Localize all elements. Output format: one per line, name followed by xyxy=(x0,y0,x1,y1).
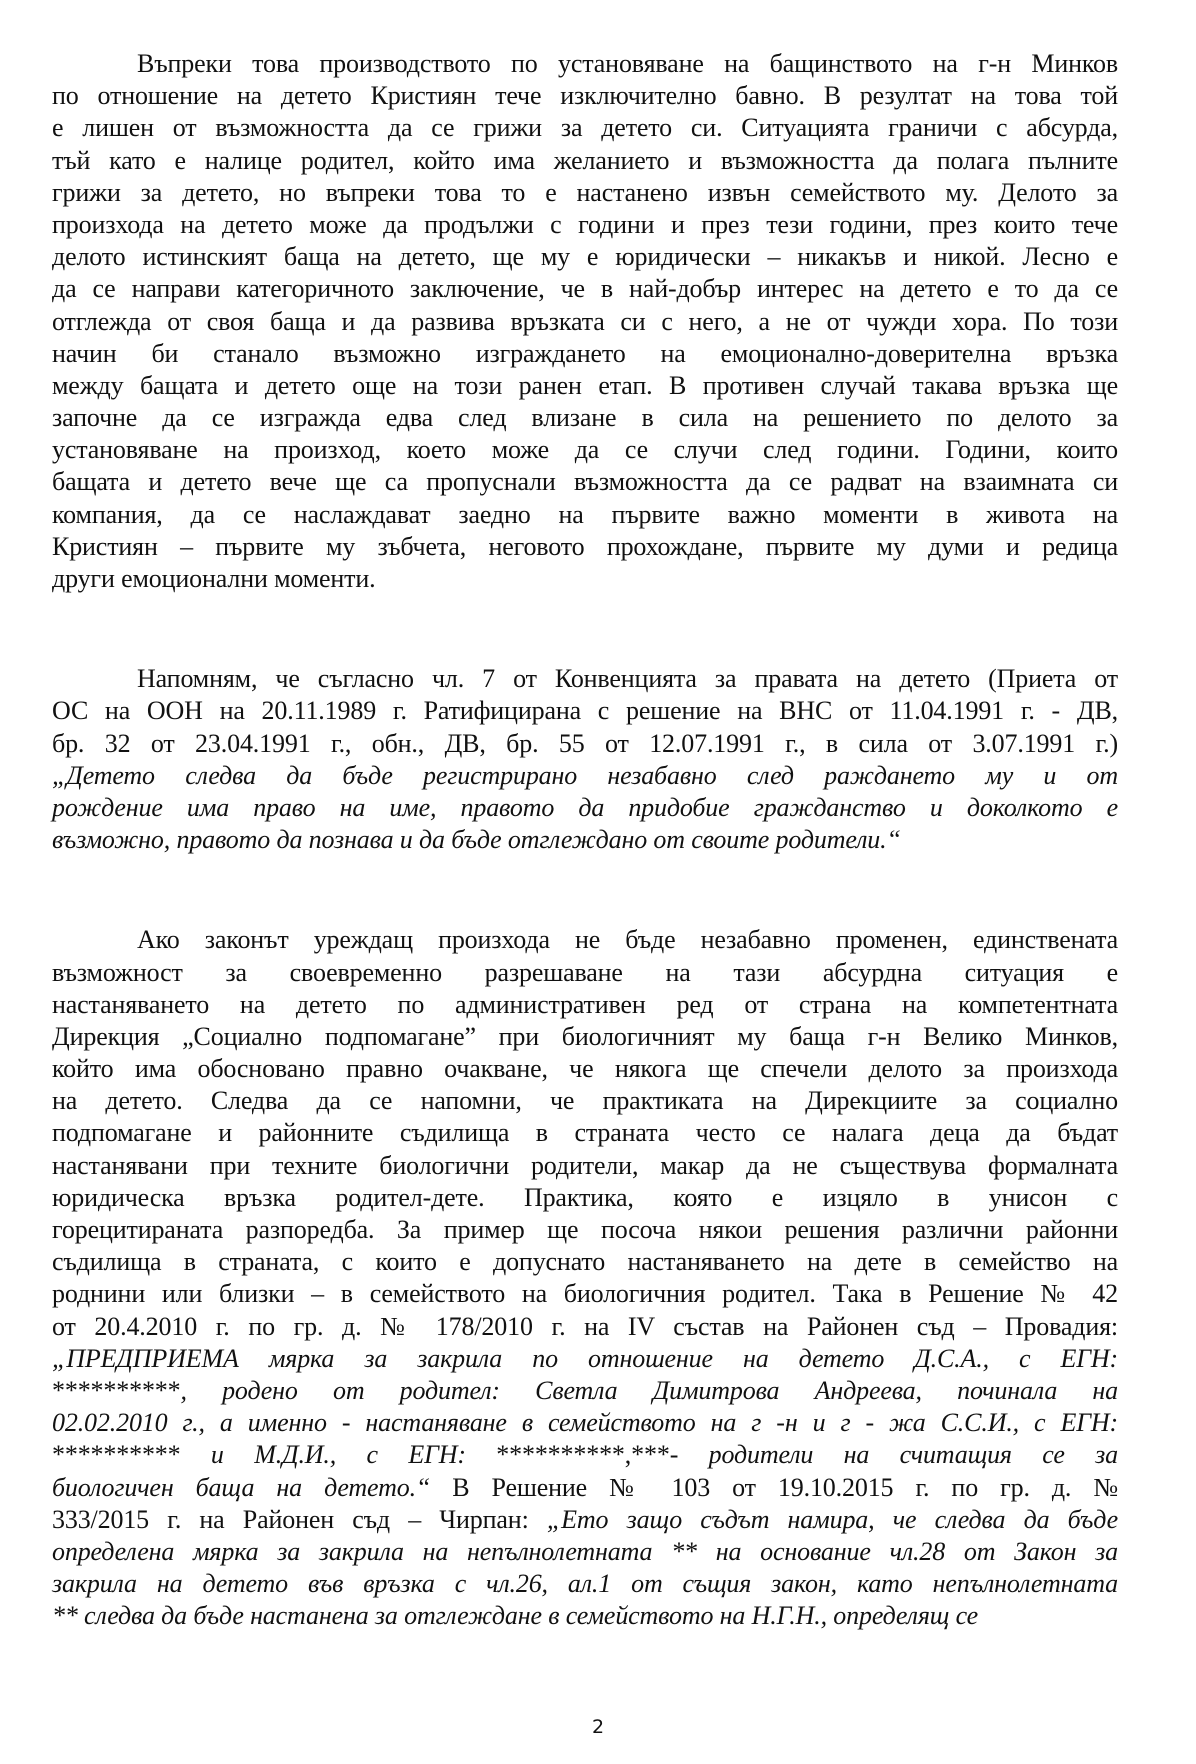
text-line xyxy=(52,728,1118,760)
text-line xyxy=(52,1085,1118,1117)
text-line xyxy=(52,957,1118,989)
body-text: 333/2015 г. на Районен съд – Чирпан: xyxy=(52,1504,547,1534)
body-text: компания, да се наслаждават заедно на първите важно моменти в живота на xyxy=(52,499,1118,529)
text-line xyxy=(52,402,1118,434)
body-text: съдилища в страната, с които е допуснато настаняването на дете в семейство на xyxy=(52,1247,1118,1277)
body-text: от 20.4.2010 г. по гр. д. № 178/2010 г. на IV състав на Районен съд – Провадия: xyxy=(52,1311,1118,1341)
paragraph-paternity-delay xyxy=(52,48,1118,595)
body-text: ********** xyxy=(52,1440,181,1470)
body-text: В Решение № 103 от 19.10.2015 г. по гр. д. № xyxy=(430,1472,1118,1502)
text-line xyxy=(52,1117,1118,1149)
text-line xyxy=(52,1278,1118,1310)
text-line xyxy=(52,80,1118,112)
text-line xyxy=(52,1246,1118,1278)
body-text: установяване на произход, което може да се случи след години. Години, които xyxy=(52,435,1118,465)
body-text: настанявани при техните биологични родители, макар да не съществува формалната xyxy=(52,1150,1118,1180)
body-text: на детето. Следва да се напомни, че практиката на Дирекциите за социално xyxy=(52,1086,1118,1116)
text-line xyxy=(52,306,1118,338)
text-line xyxy=(52,434,1118,466)
text-line xyxy=(52,1600,1118,1632)
body-text: настаняването на детето по административен ред от страна на компетентната xyxy=(52,989,1118,1019)
text-line xyxy=(52,273,1118,305)
body-text: отглежда от своя баща и да развива връзката си с него, а не от чужди хора. По този xyxy=(52,306,1118,336)
paragraph-gap xyxy=(52,595,1118,663)
text-line xyxy=(52,112,1118,144)
body-text: начин би станало възможно изграждането на емоционално-доверителна връзка xyxy=(52,338,1118,368)
quoted-text: рождение има право на име, правото да придобие гражданство и доколкото е xyxy=(52,792,1118,822)
quoted-text: , родено от родител: Светла Димитрова Андреева, починала на xyxy=(180,1375,1118,1405)
text-line xyxy=(52,824,1118,856)
text-line xyxy=(52,1375,1118,1407)
text-line xyxy=(52,370,1118,402)
text-line xyxy=(52,1150,1118,1182)
body-text: делото истинският баща на детето, ще му е юридически – никакъв и никой. Лесно е xyxy=(52,242,1118,272)
text-line xyxy=(52,145,1118,177)
body-text: роднини или близки – в семейството на биологичния родител. Така в Решение № 42 xyxy=(52,1279,1118,1309)
text-line xyxy=(52,695,1118,727)
body-text: Напомням, че съгласно чл. 7 от Конвенцията за правата на детето (Приета от xyxy=(137,664,1118,694)
quoted-text: ** следва да бъде настанена за отглеждане в семейството на Н.Г.Н., определящ се xyxy=(52,1601,979,1631)
body-text: бащата и детето вече ще са пропуснали възможността да се радват на взаимната си xyxy=(52,467,1118,497)
body-text: Дирекция „Социално подпомагане” при биологичният му баща г-н Велико Минков, xyxy=(52,1021,1118,1051)
text-line xyxy=(52,1053,1118,1085)
quoted-text: закрила на детето във връзка с чл.26, ал.1 от същия закон, като непълнолетната xyxy=(52,1569,1118,1599)
body-text: по отношение на детето Кристиян тече изключително бавно. В резултат на това той xyxy=(52,81,1118,111)
quoted-text: определена мярка за закрила на непълнолетната ** на основание чл.28 от Закон за xyxy=(52,1536,1118,1566)
quoted-text: „Ето защо съдът намира, че следва да бъде xyxy=(546,1504,1118,1534)
text-line xyxy=(52,1182,1118,1214)
text-line xyxy=(52,1021,1118,1053)
paragraph-court-practice xyxy=(52,924,1118,1632)
quoted-text: възможно, правото да познава и да бъде отглеждано от своите родители.“ xyxy=(52,825,901,855)
text-line xyxy=(52,1472,1118,1504)
text-line xyxy=(52,924,1118,956)
text-line xyxy=(52,466,1118,498)
text-line xyxy=(52,792,1118,824)
text-line xyxy=(52,1439,1118,1471)
body-text: ОС на ООН на 20.11.1989 г. Ратифицирана с решение на ВНС от 11.04.1991 г. - ДВ, xyxy=(52,696,1118,726)
body-text: между бащата и детето още на този ранен етап. В противен случай такава връзка ще xyxy=(52,370,1118,400)
text-line xyxy=(52,1536,1118,1568)
text-line xyxy=(52,1568,1118,1600)
text-line xyxy=(52,1504,1118,1536)
document-page xyxy=(52,48,1118,1632)
text-line xyxy=(52,241,1118,273)
quoted-text: и М.Д.И., с ЕГН: xyxy=(180,1440,497,1470)
body-text: грижи за детето, но въпреки това то е настанено извън семейството му. Делото за xyxy=(52,177,1118,207)
body-text: Кристиян – първите му зъбчета, неговото прохождане, първите му думи и редица xyxy=(52,531,1118,561)
body-text: Въпреки това производството по установяване на бащинството на г-н Минков xyxy=(137,49,1118,78)
body-text: **********,*** xyxy=(496,1440,670,1470)
text-line xyxy=(52,663,1118,695)
quoted-text: „Детето следва да бъде регистрирано незабавно след раждането му и от xyxy=(52,760,1118,790)
quoted-text: биологичен баща на детето.“ xyxy=(52,1472,431,1502)
page-number: 2 xyxy=(591,1716,605,1738)
body-text: е лишен от възможността да се грижи за детето си. Ситуацията граничи с абсурда, xyxy=(52,113,1118,143)
quoted-text: - родители на считащия се за xyxy=(669,1440,1118,1470)
paragraph-convention-citation xyxy=(52,663,1118,856)
body-text: ********** xyxy=(52,1375,181,1405)
text-line xyxy=(52,1311,1118,1343)
body-text: подпомагане и районните съдилища в страната често се налага деца да бъдат xyxy=(52,1118,1118,1148)
body-text: да се направи категоричното заключение, че в най-добър интерес на детето е то да се xyxy=(52,274,1118,304)
paragraph-gap xyxy=(52,856,1118,924)
body-text: други емоционални моменти. xyxy=(52,564,376,593)
quoted-text: „ПРЕДПРИЕМА мярка за закрила по отношение на детето Д.С.А., с ЕГН: xyxy=(52,1343,1118,1373)
text-line xyxy=(52,338,1118,370)
text-line xyxy=(52,989,1118,1021)
text-line xyxy=(52,1343,1118,1375)
text-line xyxy=(52,499,1118,531)
body-text: произхода на детето може да продължи с години и през тези години, през които тече xyxy=(52,209,1118,239)
text-line xyxy=(52,1214,1118,1246)
text-line xyxy=(52,209,1118,241)
body-text: който има обосновано правно очакване, че някога ще спечели делото за произхода xyxy=(52,1054,1118,1084)
body-text: започне да се изгражда едва след влизане в сила на решението по делото за xyxy=(52,403,1118,433)
text-line xyxy=(52,177,1118,209)
body-text: горецитираната разпоредба. За пример ще посоча някои решения различни районни xyxy=(52,1215,1118,1244)
body-text: бр. 32 от 23.04.1991 г., обн., ДВ, бр. 55 от 12.07.1991 г., в сила от 3.07.1991 г.) xyxy=(52,728,1118,758)
text-line xyxy=(52,531,1118,563)
text-line xyxy=(52,563,1118,595)
text-line xyxy=(52,760,1118,792)
body-text: тъй като е налице родител, който има желанието и възможността да полага пълните xyxy=(52,145,1118,175)
text-line xyxy=(52,48,1118,80)
body-text: Ако законът уреждащ произхода не бъде незабавно променен, единствената xyxy=(137,925,1118,955)
quoted-text: 02.02.2010 г., а именно - настаняване в семейството на г -н и г - жа С.С.И., с ЕГН: xyxy=(52,1408,1118,1438)
body-text: юридическа връзка родител-дете. Практика, която е изцяло в унисон с xyxy=(52,1182,1118,1212)
body-text: възможност за своевременно разрешаване на тази абсурдна ситуация е xyxy=(52,957,1118,987)
text-line xyxy=(52,1407,1118,1439)
